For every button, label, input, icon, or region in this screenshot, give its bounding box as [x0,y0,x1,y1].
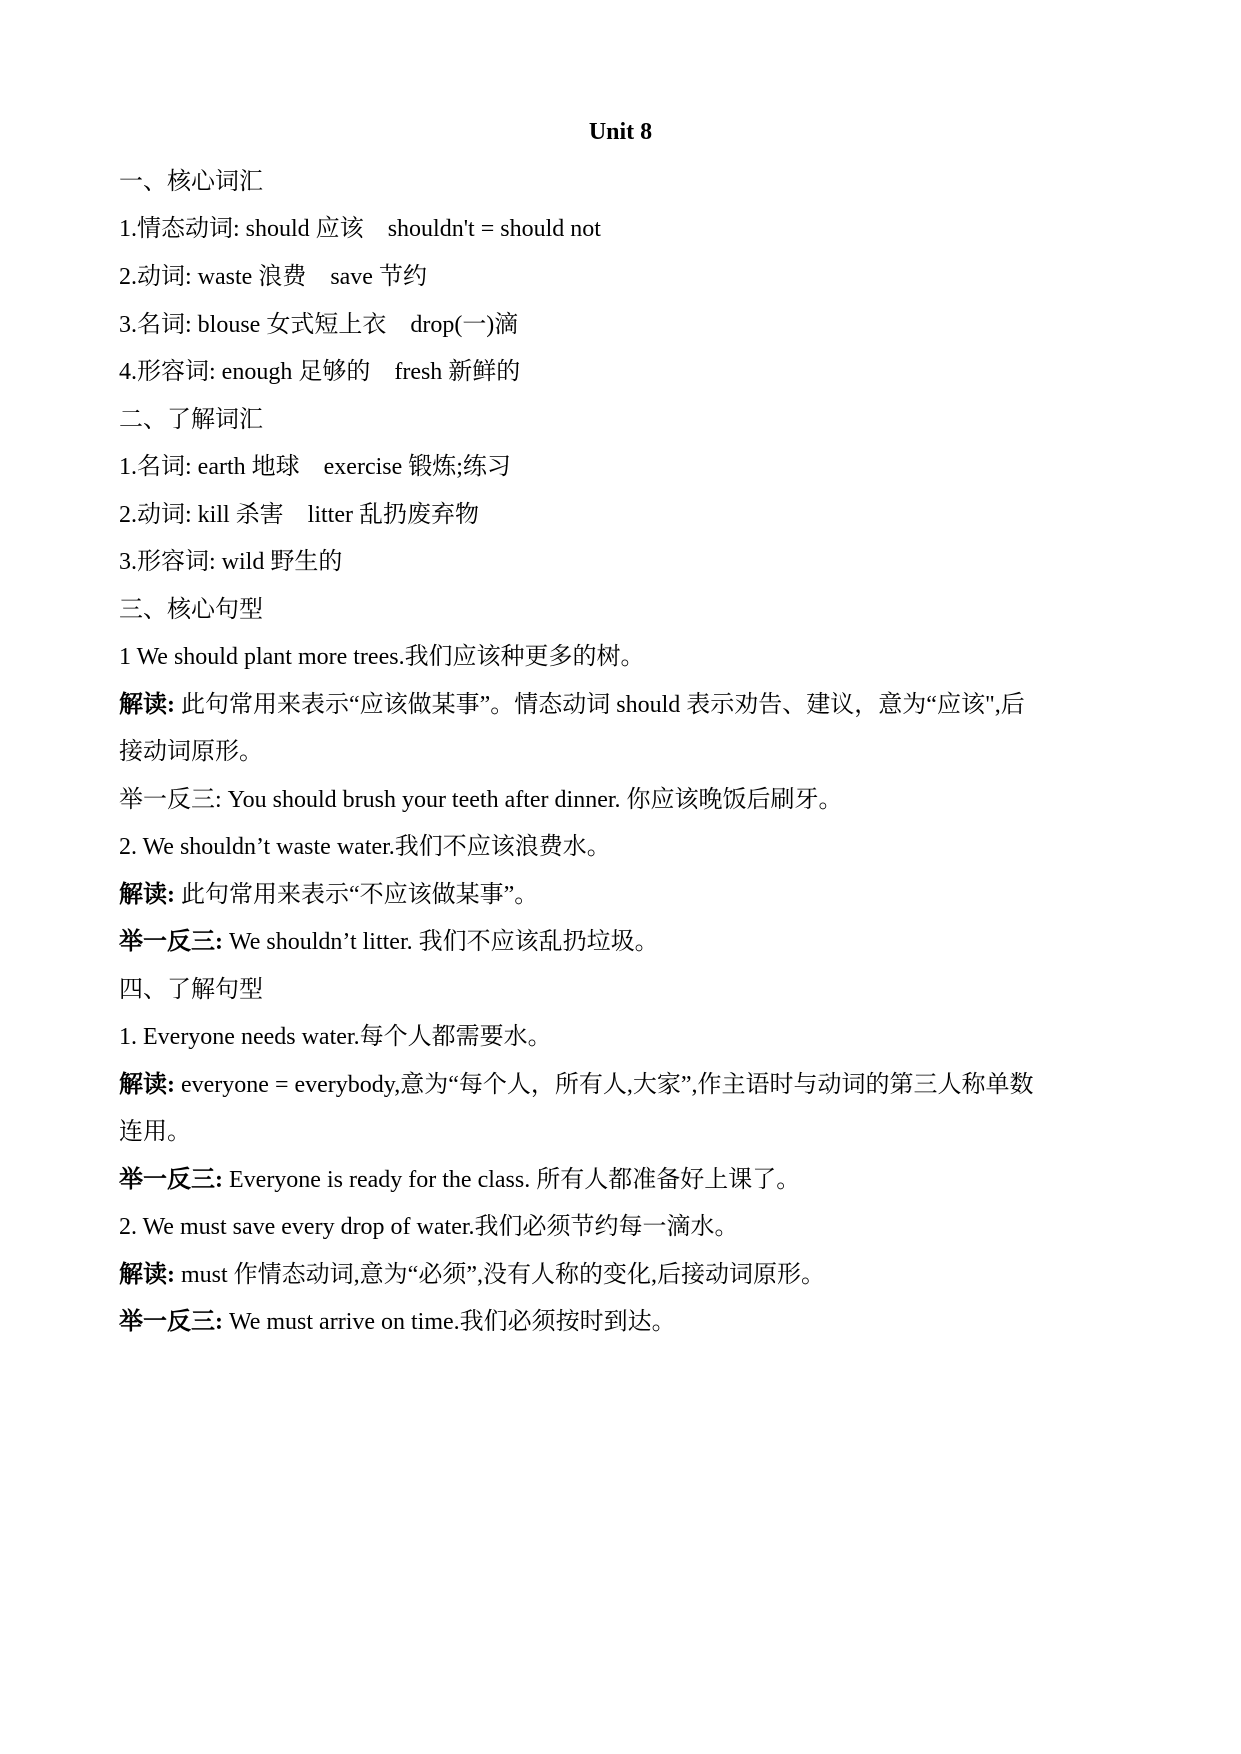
vocab-entry: shouldn't = should not [387,216,601,242]
example-text: : You should brush your teeth after dinner. 你应该晚饭后刷牙。 [215,787,843,813]
example-label: 举一反三: [119,1309,223,1335]
example-line [119,1306,676,1338]
explanation-line: 接动词原形。 [119,739,263,765]
vocab-line [119,499,479,531]
vocab-entry: 1.情态动词: should 应该 [119,216,364,242]
example-line [119,1164,800,1196]
explanation-text: must 作情态动词,意为“必须”,没有人称的变化,后接动词原形。 [175,1262,825,1288]
vocab-entry: litter 乱扔废弃物 [307,502,479,528]
explanation-label: 解读: [119,882,175,908]
example-text: We shouldn’t litter. 我们不应该乱扔垃圾。 [223,929,659,955]
explanation-line [119,1259,825,1291]
explanation-text: 此句常用来表示“不应该做某事”。 [175,882,539,908]
vocab-entry: 3.名词: blouse 女式短上衣 [119,312,387,338]
page-title: Unit 8 [588,119,653,145]
example-label: 举一反三 [119,787,215,813]
vocab-entry: save 节约 [330,264,427,290]
explanation-line: 连用。 [119,1119,191,1145]
explanation-line [119,1069,1034,1101]
sentence-line: 2. We shouldn’t waste water.我们不应该浪费水。 [119,834,611,860]
section-heading-core-vocabulary: 一、核心词汇 [119,169,263,195]
section-heading-understand-sentences: 四、了解句型 [119,977,263,1003]
vocab-line [119,356,520,388]
example-text: Everyone is ready for the class. 所有人都准备好上课了。 [223,1167,801,1193]
section-heading-core-sentences: 三、核心句型 [119,597,263,623]
sentence-line: 2. We must save every drop of water.我们必须节约每一滴水。 [119,1214,739,1240]
vocab-entry: exercise 锻炼;练习 [323,454,511,480]
sentence-line: 1 We should plant more trees.我们应该种更多的树。 [119,644,645,670]
explanation-label: 解读: [119,692,175,718]
example-text: We must arrive on time.我们必须按时到达。 [223,1309,676,1335]
vocab-line: 3.形容词: wild 野生的 [119,549,343,575]
vocab-entry: 2.动词: kill 杀害 [119,502,284,528]
example-line [119,784,843,816]
vocab-line [119,213,601,245]
vocab-entry: 4.形容词: enough 足够的 [119,359,371,385]
explanation-label: 解读: [119,1262,175,1288]
vocab-entry: 1.名词: earth 地球 [119,454,300,480]
explanation-text: everyone = everybody,意为“每个人，所有人,大家”,作主语时与动词的第三人称单数 [175,1072,1034,1098]
vocab-entry: 2.动词: waste 浪费 [119,264,307,290]
example-label: 举一反三: [119,929,223,955]
vocab-entry: fresh 新鲜的 [394,359,521,385]
vocab-line [119,451,511,483]
example-label: 举一反三: [119,1167,223,1193]
section-heading-understand-vocabulary: 二、了解词汇 [119,407,263,433]
vocab-line [119,309,518,341]
sentence-line: 1. Everyone needs water.每个人都需要水。 [119,1024,552,1050]
explanation-line [119,689,1025,721]
vocab-line [119,261,427,293]
example-line [119,926,659,958]
explanation-label: 解读: [119,1072,175,1098]
explanation-line [119,879,538,911]
explanation-text: 此句常用来表示“应该做某事”。情态动词 should 表示劝告、建议，意为“应该",后 [175,692,1025,718]
vocab-entry: drop(一)滴 [410,312,519,338]
